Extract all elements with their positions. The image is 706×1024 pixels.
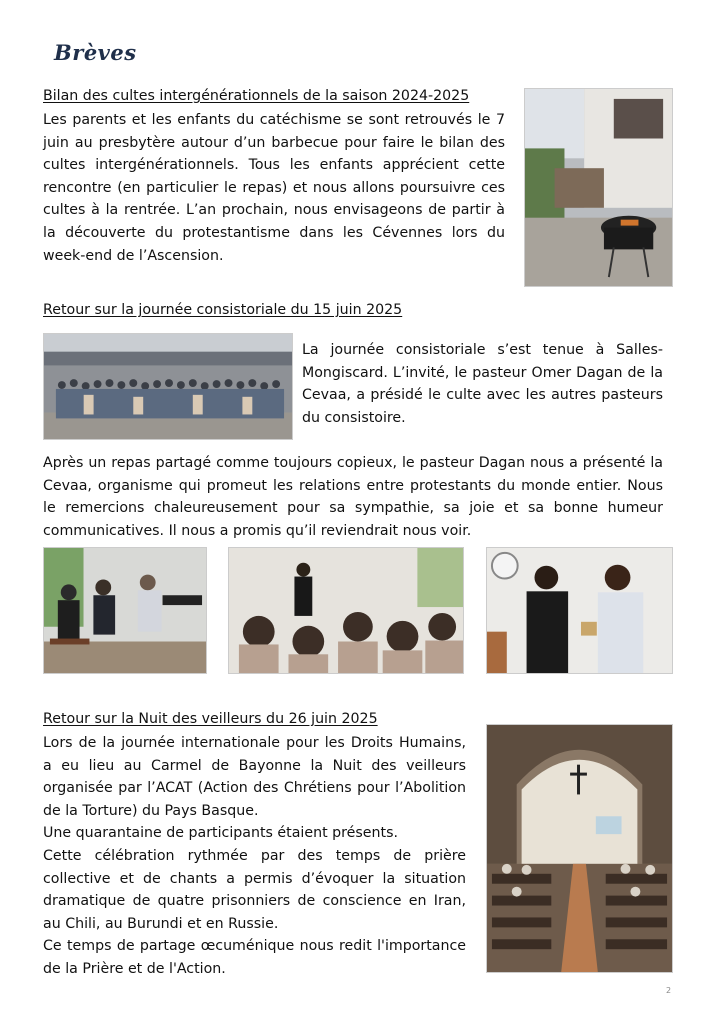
photo-barbecue (524, 88, 673, 287)
section2-body1: La journée consistoriale s’est tenue à Salles-Mongiscard. L’invité, le pasteur Omer Dagan de la Cevaa, a présidé le culte avec les autres pasteurs du consistoire. (302, 342, 663, 426)
section1-body: Les parents et les enfants du catéchisme se sont retrouvés le 7 juin au presbytère autour d’un barbecue pour faire le bilan des cultes intergénérationnels. Tous les enfants apprécient cette rencontre (en particulier le repas) et nous allons poursuivre ces cultes à la rentrée. L’an prochain, nous envisageons de partir à la découverte du protestantisme dans les Cévennes lors du week-end de l’Ascension. (43, 112, 505, 264)
photo-pastor (486, 547, 673, 674)
photo-church (486, 724, 673, 973)
photo-group (43, 333, 293, 440)
section1-heading: Bilan des cultes intergénérationnels de la saison 2024-2025 (43, 88, 470, 104)
page-title: Brèves (54, 40, 137, 65)
section3-paragraph: Une quarantaine de participants étaient présents. (43, 825, 398, 842)
photo-musicians (43, 547, 207, 674)
section3-body (43, 732, 466, 981)
section3-paragraph: Ce temps de partage œcuménique nous redit l'importance de la Prière et de l'Action. (43, 938, 466, 977)
section3-heading: Retour sur la Nuit des veilleurs du 26 juin 2025 (43, 711, 378, 727)
section2-body2: Après un repas partagé comme toujours copieux, le pasteur Dagan nous a présenté la Cevaa, organisme qui promeut les relations entre protestants du monde entier. Nous le remercions chaleureusement pour sa sympathie, sa joie et sa bonne humeur communicatives. Il nous a promis qu’il reviendrait nous voir. (43, 455, 663, 539)
photo-service (228, 547, 464, 674)
page-number: 2 (666, 986, 672, 995)
section2-heading: Retour sur la journée consistoriale du 15 juin 2025 (43, 302, 403, 318)
section3-paragraph: Cette célébration rythmée par des temps de prière collective et de chants a permis d’évoquer la situation dramatique de quatre prisonniers de conscience en Iran, au Chili, au Burundi et en Russie. (43, 847, 466, 932)
section3-paragraph: Lors de la journée internationale pour les Droits Humains, a eu lieu au Carmel de Bayonne la Nuit des veilleurs organisée par l’ACAT (Action des Chrétiens pour l’Abolition de la Torture) du Pays Basque. (43, 735, 466, 819)
